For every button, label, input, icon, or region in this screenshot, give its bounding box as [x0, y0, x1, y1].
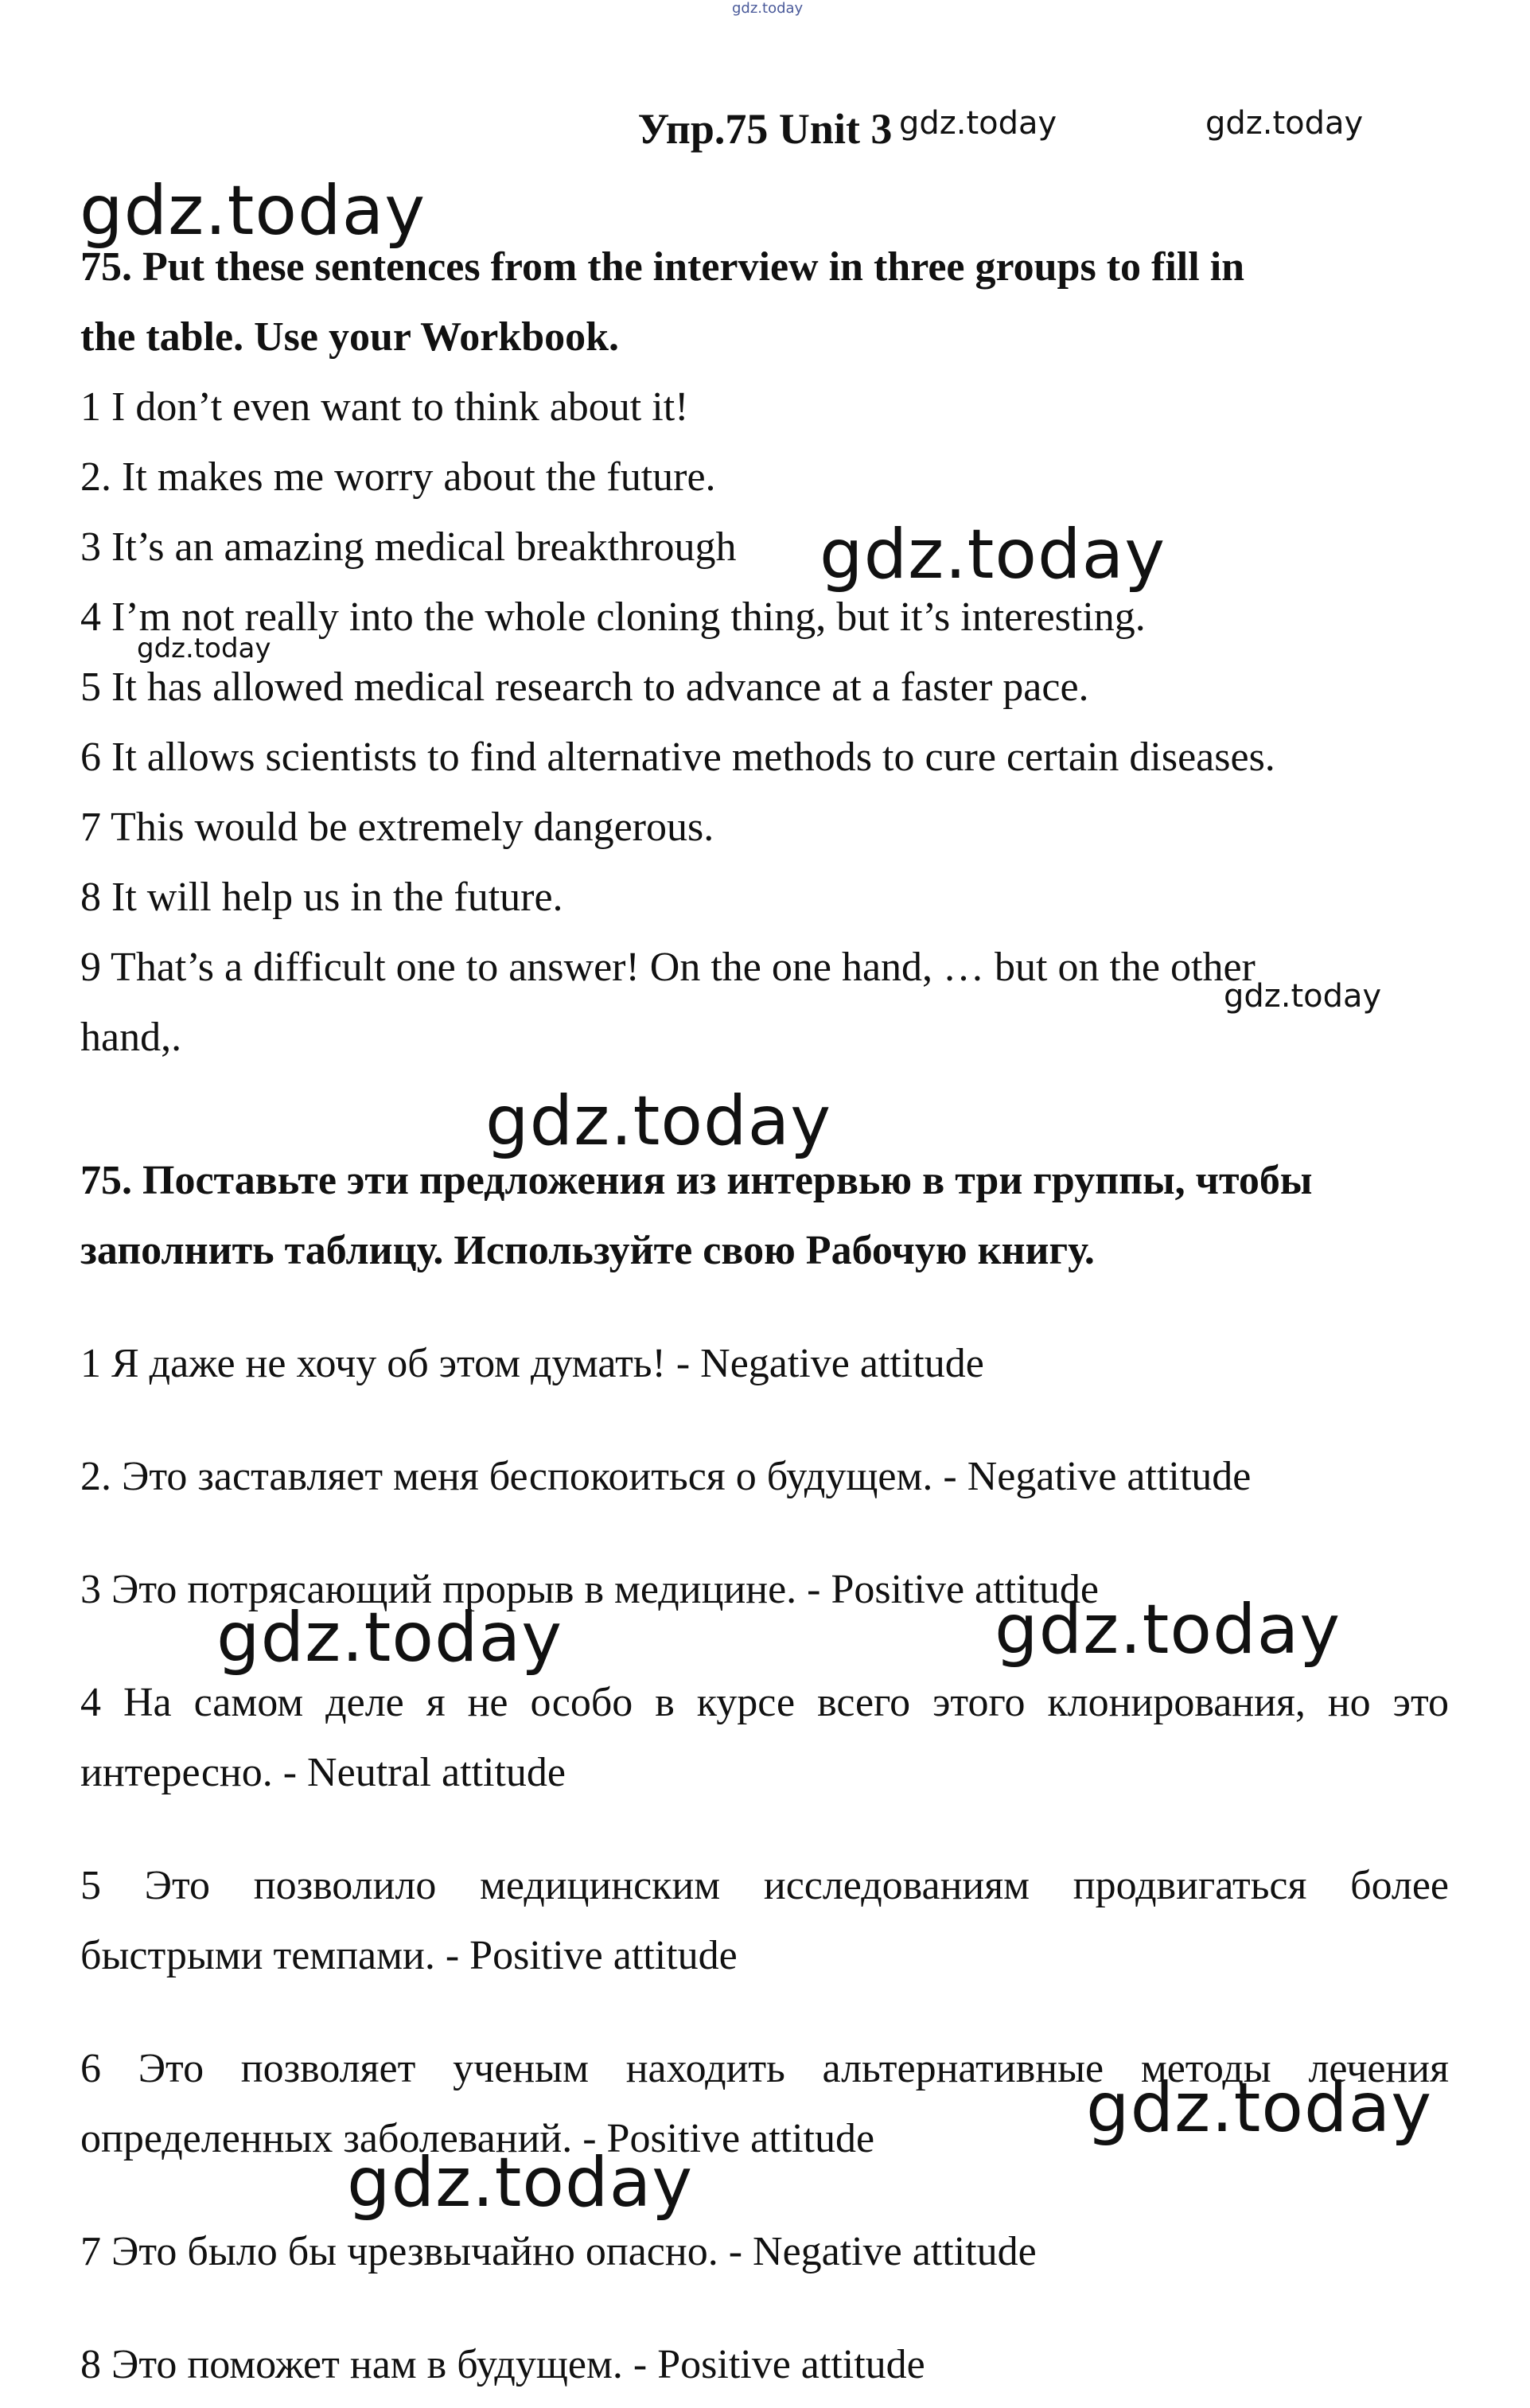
watermark-large-2: gdz.today: [820, 515, 1166, 594]
watermark-large-7: gdz.today: [347, 2143, 694, 2223]
russian-answer-6-line-1: 6 Это позволяет ученым находить альтернативные методы лечения: [80, 2046, 1449, 2091]
watermark-small-2: gdz.today: [1224, 978, 1382, 1015]
english-sentence-6: 6 It allows scientists to find alternative methods to cure certain diseases.: [80, 734, 1275, 780]
english-sentence-7: 7 This would be extremely dangerous.: [80, 805, 714, 850]
english-heading-line-1: 75. Put these sentences from the interview in three groups to fill in: [80, 244, 1245, 290]
russian-answer-5-line-1: 5 Это позволило медицинским исследованиям продвигаться более: [80, 1863, 1449, 1908]
russian-heading-line-1: 75. Поставьте эти предложения из интервью в три группы, чтобы: [80, 1158, 1313, 1203]
watermark-large-3: gdz.today: [485, 1081, 832, 1161]
english-sentence-1: 1 I don’t even want to think about it!: [80, 384, 689, 430]
english-sentence-8: 8 It will help us in the future.: [80, 875, 563, 920]
russian-answer-2: 2. Это заставляет меня беспокоиться о будущем. - Negative attitude: [80, 1454, 1252, 1499]
watermark-header-1: gdz.today: [899, 105, 1057, 142]
watermark-large-1: gdz.today: [80, 171, 426, 251]
page-title: Упр.75 Unit 3: [637, 105, 893, 153]
english-sentence-5: 5 It has allowed medical research to advance at a faster pace.: [80, 664, 1089, 710]
english-sentence-9-cont: hand,.: [80, 1015, 182, 1060]
russian-answer-6-line-2: определенных заболеваний. - Positive attitude: [80, 2116, 875, 2161]
russian-answer-7: 7 Это было бы чрезвычайно опасно. - Negative attitude: [80, 2229, 1037, 2274]
watermark-large-6: gdz.today: [1086, 2068, 1433, 2148]
english-sentence-3: 3 It’s an amazing medical breakthrough: [80, 524, 737, 570]
english-sentence-2: 2. It makes me worry about the future.: [80, 454, 716, 500]
watermark-small-1: gdz.today: [137, 633, 271, 664]
watermark-large-4: gdz.today: [216, 1598, 563, 1677]
russian-answer-4-line-2: интересно. - Neutral attitude: [80, 1750, 566, 1795]
english-sentence-4: 4 I’m not really into the whole cloning thing, but it’s interesting.: [80, 594, 1146, 640]
russian-heading-line-2: заполнить таблицу. Используйте свою Рабочую книгу.: [80, 1228, 1095, 1273]
watermark-header-2: gdz.today: [1205, 105, 1364, 142]
russian-answer-8: 8 Это поможет нам в будущем. - Positive attitude: [80, 2342, 925, 2387]
russian-answer-4-line-1: 4 На самом деле я не особо в курсе всего этого клонирования, но это: [80, 1680, 1449, 1725]
english-sentence-9: 9 That’s a difficult one to answer! On the one hand, … but on the other: [80, 945, 1256, 990]
russian-answer-3: 3 Это потрясающий прорыв в медицине. - Positive attitude: [80, 1567, 1099, 1612]
russian-answer-1: 1 Я даже не хочу об этом думать! - Negative attitude: [80, 1341, 984, 1386]
russian-answer-5-line-2: быстрыми темпами. - Positive attitude: [80, 1933, 738, 1978]
english-heading-line-2: the table. Use your Workbook.: [80, 314, 620, 360]
watermark-tiny-top: gdz.today: [732, 0, 804, 17]
watermark-large-5: gdz.today: [995, 1590, 1341, 1670]
